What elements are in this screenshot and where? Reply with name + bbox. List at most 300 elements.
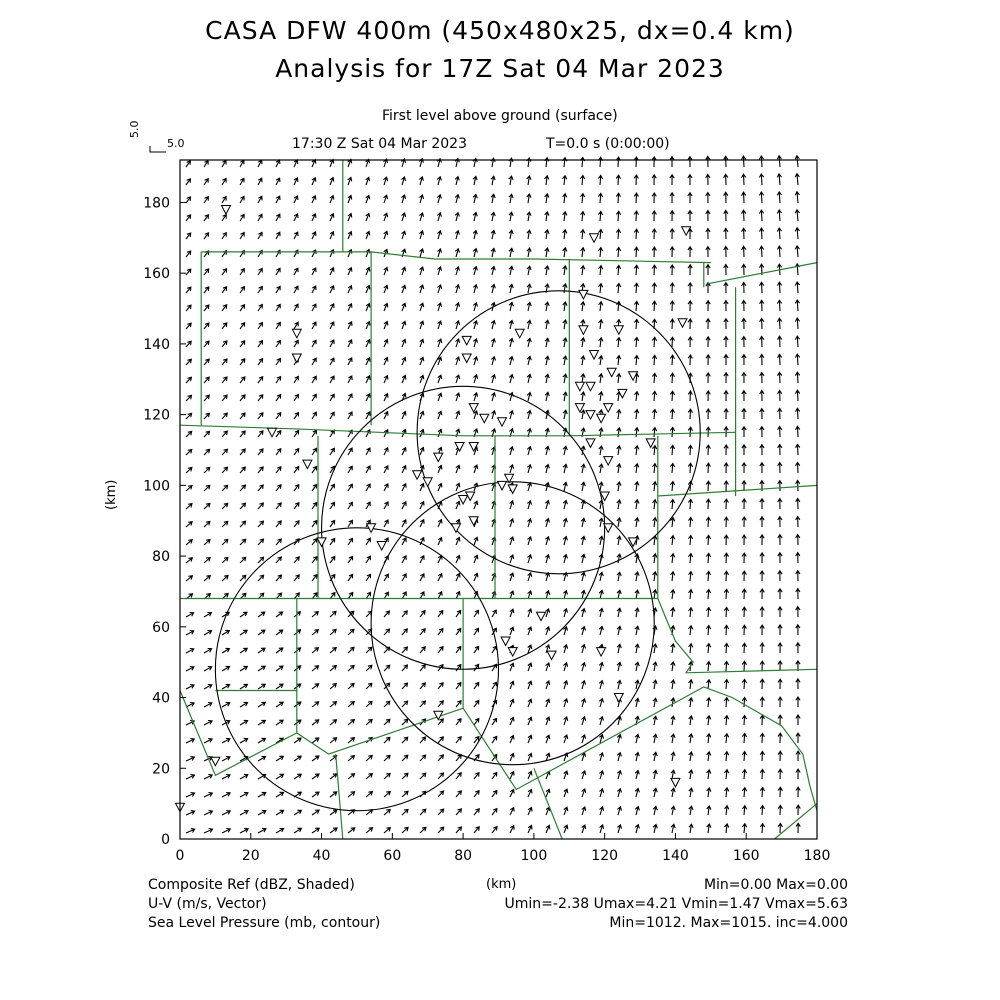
wind-vector — [652, 373, 656, 383]
x-tick-label: 120 — [591, 848, 619, 864]
wind-vector — [706, 427, 710, 437]
wind-vector — [437, 213, 441, 221]
wind-vector — [222, 323, 227, 329]
wind-vector — [312, 810, 319, 815]
wind-vector — [528, 555, 532, 563]
wind-vector — [312, 448, 317, 455]
wind-vector — [204, 721, 212, 726]
wind-vector — [186, 450, 192, 456]
wind-vector — [742, 517, 746, 527]
wind-vector — [276, 178, 280, 185]
y-tick-label: 20 — [152, 761, 170, 778]
wind-vector — [294, 268, 298, 275]
wind-vector — [742, 373, 746, 383]
valid-time: 17:30 Z Sat 04 Mar 2023 — [292, 136, 467, 152]
wind-vector — [600, 789, 604, 797]
wind-vector — [240, 305, 245, 311]
wind-vector — [491, 375, 495, 383]
wind-vector — [545, 356, 549, 365]
wind-vector — [438, 393, 442, 401]
wind-vector — [491, 194, 495, 203]
elapsed-time: T=0.0 s (0:00:00) — [546, 136, 670, 152]
wind-vector — [420, 430, 424, 438]
wind-vector — [796, 535, 800, 545]
wind-vector — [670, 265, 674, 275]
wind-vector — [545, 519, 549, 527]
wind-vector — [706, 265, 710, 275]
wind-vector — [258, 612, 265, 617]
wind-vector-field — [186, 156, 800, 833]
wind-vector — [456, 773, 461, 779]
wind-vector — [653, 806, 657, 815]
wind-vector — [581, 482, 585, 491]
station-marker — [211, 757, 220, 766]
wind-vector — [742, 337, 746, 348]
wind-vector — [437, 195, 441, 203]
wind-vector — [635, 356, 639, 366]
wind-vector — [455, 231, 459, 239]
wind-vector — [186, 486, 192, 491]
wind-vector — [652, 337, 656, 347]
wind-vector — [366, 322, 370, 329]
wind-vector — [312, 412, 316, 419]
station-marker — [508, 648, 517, 657]
wind-vector — [474, 537, 478, 545]
wind-vector — [186, 323, 191, 329]
wind-vector — [545, 158, 549, 167]
wind-vector — [760, 373, 764, 384]
wind-vector — [670, 229, 674, 239]
wind-vector — [563, 320, 567, 329]
wind-vector — [509, 357, 513, 365]
wind-vector — [222, 431, 227, 437]
wind-vector — [635, 626, 639, 635]
wind-vector — [616, 211, 620, 221]
wind-vector — [420, 375, 424, 383]
wind-vector — [330, 684, 336, 689]
station-marker — [452, 524, 461, 533]
wind-vector — [671, 806, 675, 815]
reference-vector — [150, 146, 166, 152]
wind-vector — [652, 410, 656, 420]
wind-vector — [456, 321, 460, 329]
wind-vector — [652, 175, 656, 185]
wind-vector — [599, 248, 603, 258]
wind-vector — [258, 269, 262, 276]
wind-vector — [509, 284, 513, 293]
wind-vector — [420, 701, 425, 707]
wind-vector — [240, 612, 247, 617]
wind-vector — [456, 592, 460, 599]
wind-vector — [510, 519, 514, 527]
wind-vector — [420, 448, 424, 456]
wind-vector — [420, 231, 424, 239]
wind-vector — [348, 629, 354, 635]
wind-vector — [724, 481, 728, 491]
wind-vector — [652, 283, 656, 293]
wind-vector — [509, 230, 513, 239]
wind-vector — [742, 246, 746, 257]
wind-vector — [438, 629, 443, 635]
wind-vector — [222, 413, 227, 419]
wind-vector — [581, 212, 585, 221]
wind-vector — [420, 574, 424, 581]
wind-vector — [760, 246, 764, 257]
wind-vector — [456, 719, 461, 725]
wind-vector — [599, 518, 603, 527]
wind-vector — [725, 770, 729, 779]
wind-vector — [402, 267, 406, 275]
wind-vector — [420, 665, 425, 671]
wind-vector — [186, 757, 194, 761]
wind-vector — [742, 589, 746, 599]
wind-vector — [473, 176, 477, 185]
wind-vector — [474, 664, 479, 671]
station-marker — [462, 336, 471, 345]
wind-vector — [795, 318, 799, 329]
wind-vector — [581, 194, 585, 203]
wind-vector — [492, 736, 497, 743]
wind-vector — [366, 430, 370, 437]
wind-vector — [402, 556, 406, 563]
wind-vector — [204, 161, 208, 167]
wind-vector — [312, 521, 317, 527]
wind-vector — [724, 535, 728, 545]
wind-vector — [545, 392, 549, 401]
wind-vector — [384, 340, 388, 347]
wind-vector — [348, 286, 352, 293]
wind-vector — [312, 792, 319, 797]
wind-vector — [312, 702, 319, 707]
wind-vector — [348, 340, 352, 347]
wind-vector — [599, 266, 603, 275]
wind-vector — [186, 413, 192, 419]
wind-vector — [276, 810, 284, 815]
wind-vector — [455, 303, 459, 311]
wind-vector — [778, 589, 782, 599]
wind-vector — [222, 449, 227, 455]
wind-vector — [330, 810, 337, 815]
wind-vector — [563, 266, 567, 275]
wind-vector — [312, 774, 319, 779]
wind-vector — [706, 463, 710, 473]
wind-vector — [222, 630, 229, 635]
wind-vector — [473, 231, 477, 239]
wind-vector — [294, 720, 301, 725]
wind-vector — [204, 467, 210, 473]
wind-vector — [348, 268, 352, 275]
station-marker — [678, 319, 687, 328]
wind-vector — [528, 573, 532, 581]
wind-vector — [652, 391, 656, 401]
wind-vector — [455, 177, 459, 185]
wind-vector — [581, 410, 585, 419]
wind-vector — [240, 828, 248, 833]
wind-vector — [545, 537, 549, 545]
wind-vector — [724, 643, 728, 653]
wind-vector — [617, 554, 621, 563]
y-tick-label: 180 — [143, 195, 170, 212]
wind-vector — [276, 702, 283, 707]
wind-vector — [222, 738, 230, 743]
wind-vector — [598, 211, 602, 221]
wind-vector — [384, 828, 390, 833]
wind-vector — [510, 754, 514, 762]
wind-vector — [689, 644, 693, 653]
wind-vector — [222, 233, 226, 239]
wind-vector — [670, 464, 674, 474]
wind-vector — [564, 645, 568, 653]
wind-vector — [777, 192, 781, 203]
footer-pressure-field: Sea Level Pressure (mb, contour) — [148, 915, 381, 931]
wind-vector — [581, 392, 585, 401]
station-marker — [586, 382, 595, 391]
wind-vector — [402, 629, 407, 635]
wind-vector — [545, 320, 549, 329]
wind-vector — [527, 284, 531, 293]
wind-vector — [294, 485, 299, 491]
wind-vector — [330, 828, 337, 833]
wind-vector — [599, 699, 603, 707]
wind-vector — [634, 301, 638, 311]
wind-vector — [204, 540, 210, 545]
wind-vector — [653, 446, 657, 455]
wind-vector — [420, 411, 424, 419]
wind-vector — [796, 607, 800, 617]
wind-vector — [777, 174, 781, 185]
wind-vector — [258, 178, 262, 185]
wind-vector — [688, 283, 692, 293]
station-marker — [579, 326, 588, 335]
station-marker — [268, 428, 277, 437]
wind-vector — [240, 287, 244, 293]
wind-vector — [276, 413, 281, 419]
wind-vector — [653, 752, 657, 761]
wind-vector — [546, 699, 550, 707]
wind-vector — [419, 195, 423, 203]
station-marker — [604, 457, 613, 466]
wind-vector — [384, 466, 388, 473]
wind-vector — [366, 792, 372, 797]
wind-vector — [276, 485, 281, 491]
wind-vector — [276, 666, 283, 671]
wind-vector — [759, 174, 763, 185]
wind-vector — [258, 287, 262, 294]
y-tick-label: 120 — [143, 407, 170, 424]
wind-vector — [564, 789, 568, 797]
wind-vector — [724, 662, 728, 672]
wind-vector — [240, 395, 245, 401]
wind-vector — [616, 229, 620, 239]
wind-vector — [474, 791, 479, 797]
wind-vector — [312, 232, 316, 239]
wind-vector — [186, 197, 191, 203]
wind-vector — [634, 338, 638, 348]
wind-vector — [653, 644, 657, 653]
wind-vector — [617, 410, 621, 419]
wind-vector — [366, 647, 372, 653]
wind-vector — [777, 156, 781, 167]
wind-vector — [348, 738, 354, 743]
wind-vector — [635, 590, 639, 599]
wind-vector — [688, 193, 692, 203]
wind-vector — [330, 448, 334, 455]
station-marker — [501, 637, 510, 646]
wind-vector — [384, 773, 390, 779]
wind-vector — [312, 160, 316, 167]
wind-vector — [546, 717, 550, 725]
wind-vector — [724, 156, 728, 167]
wind-vector — [204, 685, 212, 690]
wind-vector — [204, 233, 209, 239]
wind-vector — [312, 394, 316, 401]
wind-vector — [456, 375, 460, 383]
wind-vector — [635, 771, 639, 780]
wind-vector — [599, 572, 603, 581]
wind-vector — [795, 246, 799, 257]
wind-vector — [580, 176, 584, 186]
wind-vector — [222, 197, 226, 203]
wind-vector — [527, 483, 531, 491]
wind-vector — [240, 666, 247, 671]
wind-vector — [652, 355, 656, 365]
wind-vector — [688, 536, 692, 546]
wind-vector — [366, 195, 370, 203]
wind-vector — [384, 285, 388, 293]
wind-vector — [384, 448, 388, 455]
wind-vector — [652, 301, 656, 311]
wind-vector — [778, 408, 782, 419]
wind-vector — [706, 517, 710, 527]
wind-vector — [456, 610, 461, 617]
wind-vector — [438, 538, 442, 545]
wind-vector — [330, 720, 337, 725]
wind-vector — [564, 699, 568, 707]
wind-vector — [635, 482, 639, 491]
wind-vector — [402, 285, 406, 293]
wind-vector — [634, 211, 638, 221]
wind-vector — [258, 539, 264, 545]
wind-vector — [420, 611, 425, 617]
wind-vector — [222, 359, 227, 365]
wind-vector — [186, 739, 194, 744]
level-label: First level above ground (surface) — [382, 108, 618, 124]
wind-vector — [634, 319, 638, 329]
wind-vector — [563, 176, 567, 185]
wind-vector — [546, 627, 550, 635]
wind-vector — [348, 484, 352, 491]
x-tick-label: 20 — [241, 848, 260, 864]
wind-vector — [796, 751, 800, 761]
wind-vector — [186, 775, 195, 779]
wind-vector — [330, 250, 334, 257]
wind-vector — [312, 630, 318, 635]
wind-vector — [796, 517, 800, 528]
wind-vector — [778, 823, 782, 833]
wind-vector — [510, 826, 514, 833]
wind-vector — [186, 359, 191, 365]
wind-vector — [204, 793, 212, 798]
wind-vector — [671, 770, 675, 779]
wind-vector — [778, 553, 782, 563]
wind-vector — [653, 428, 657, 438]
wind-vector — [509, 266, 513, 275]
wind-vector — [474, 773, 479, 779]
station-markers — [176, 206, 691, 812]
wind-vector — [384, 502, 388, 509]
wind-vector — [778, 372, 782, 383]
wind-vector — [384, 611, 389, 617]
wind-vector — [652, 157, 656, 167]
wind-vector — [742, 228, 746, 239]
wind-vector — [653, 572, 657, 581]
wind-vector — [795, 390, 799, 401]
wind-vector — [456, 701, 461, 707]
wind-vector — [420, 520, 424, 527]
wind-vector — [760, 427, 764, 437]
y-tick-label: 80 — [152, 549, 170, 566]
wind-vector — [742, 445, 746, 455]
wind-vector — [222, 377, 227, 383]
wind-vector — [527, 465, 531, 473]
wind-vector — [312, 304, 316, 311]
wind-vector — [276, 630, 283, 635]
wind-vector — [582, 789, 586, 797]
wind-vector — [689, 770, 693, 779]
wind-vector — [204, 739, 212, 744]
wind-vector — [222, 215, 226, 221]
wind-vector — [294, 178, 298, 185]
wind-vector — [688, 463, 692, 473]
wind-vector — [294, 196, 298, 203]
wind-vector — [617, 644, 621, 653]
station-marker — [597, 648, 606, 657]
wind-vector — [186, 468, 192, 474]
wind-vector — [652, 193, 656, 203]
wind-vector — [689, 698, 693, 707]
wind-vector — [796, 480, 800, 491]
wind-vector — [600, 771, 604, 779]
wind-vector — [563, 392, 567, 401]
wind-vector — [760, 679, 764, 689]
wind-vector — [258, 431, 263, 437]
wind-vector — [528, 771, 532, 779]
wind-vector — [240, 503, 246, 509]
wind-vector — [384, 701, 390, 707]
wind-vector — [348, 574, 353, 581]
wind-vector — [366, 376, 370, 383]
wind-vector — [222, 793, 230, 798]
wind-vector — [474, 573, 478, 581]
wind-vector — [420, 339, 424, 347]
station-marker — [462, 354, 471, 363]
wind-vector — [527, 411, 531, 420]
wind-vector — [330, 268, 334, 275]
wind-vector — [348, 448, 352, 455]
wind-vector — [276, 196, 280, 203]
wind-vector — [420, 357, 424, 365]
wind-vector — [186, 811, 195, 815]
wind-vector — [312, 268, 316, 275]
wind-vector — [204, 811, 212, 816]
wind-vector — [563, 410, 567, 419]
county-line — [658, 599, 817, 673]
wind-vector — [688, 391, 692, 401]
wind-vector — [670, 157, 674, 167]
wind-vector — [258, 503, 263, 509]
wind-vector — [222, 395, 227, 401]
wind-vector — [616, 284, 620, 294]
